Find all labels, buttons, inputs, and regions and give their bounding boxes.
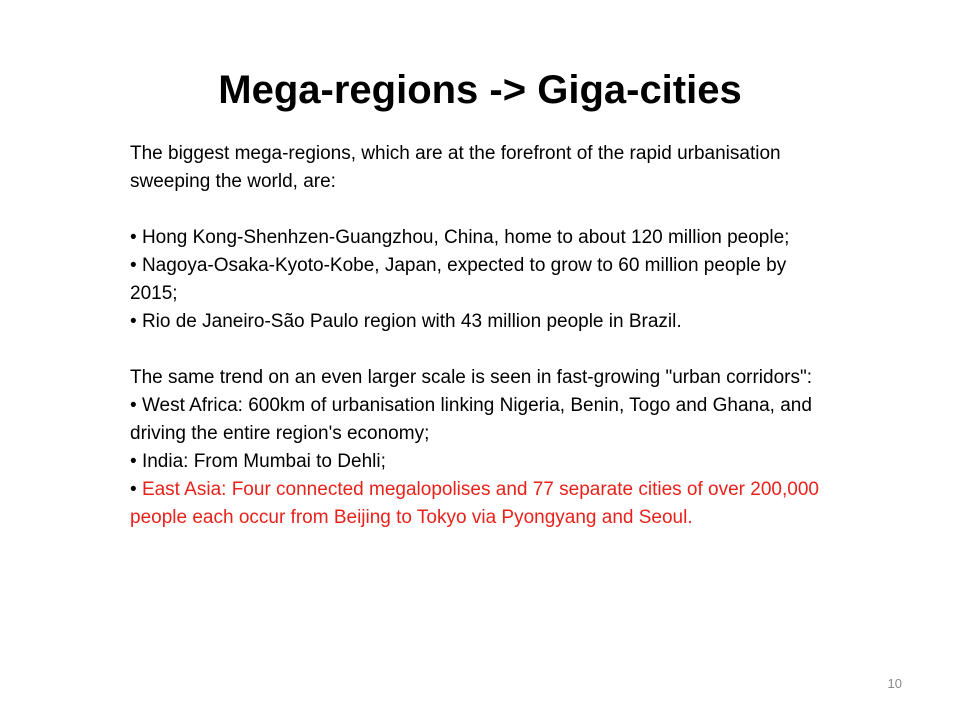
mega-region-item (130, 308, 830, 336)
bullet: • (130, 227, 137, 248)
mega-region-item (130, 224, 830, 252)
bullet: • (130, 479, 137, 500)
mega-region-text: Nagoya-Osaka-Kyoto-Kobe, Japan, expected to grow to 60 million people by 2015; (130, 255, 787, 304)
bullet: • (130, 395, 137, 416)
page-number: 10 (887, 676, 902, 691)
intro-text: The biggest mega-regions, which are at the forefront of the rapid urbanisation sweeping the world, are: (130, 143, 781, 192)
mega-region-text: Hong Kong-Shenhzen-Guangzhou, China, home to about 120 million people; (141, 227, 790, 248)
mega-region-text: Rio de Janeiro-São Paulo region with 43 million people in Brazil. (141, 311, 682, 332)
corridor-text: West Africa: 600km of urbanisation linking Nigeria, Benin, Togo and Ghana, and driving the entire region's economy; (130, 395, 812, 444)
bullet: • (130, 255, 137, 276)
slide-body (130, 140, 830, 532)
spacer (130, 196, 830, 224)
spacer (130, 336, 830, 364)
corridor-item (130, 476, 830, 532)
corridor-item (130, 448, 830, 476)
corridors-intro-text: The same trend on an even larger scale is seen in fast-growing "urban corridors": (130, 367, 812, 388)
corridor-text: India: From Mumbai to Dehli; (141, 451, 386, 472)
slide-title: Mega-regions -> Giga-cities (218, 68, 742, 112)
bullet: • (130, 451, 137, 472)
mega-region-item (130, 252, 830, 308)
corridor-item (130, 392, 830, 448)
bullet: • (130, 311, 137, 332)
corridor-text-highlighted: East Asia: Four connected megalopolises and 77 separate cities of over 200,000 people each occur from Beijing to Tokyo via Pyongyang and Seoul. (130, 479, 819, 528)
